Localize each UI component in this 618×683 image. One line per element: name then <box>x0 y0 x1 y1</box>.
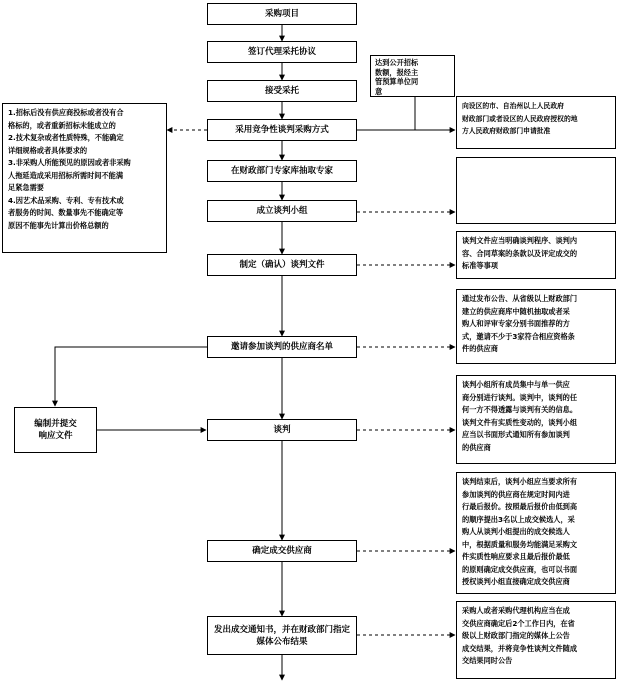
note-line: 式，邀请不少于3家符合相应资格条 <box>462 331 575 341</box>
note-line: 的原则确定成交供应商，也可以书面 <box>462 564 578 574</box>
note-line: 2.技术复杂或者性质特殊，不能确定 <box>8 133 124 142</box>
note-line: 谈判结束后，谈判小组应当要求所有 <box>462 477 578 486</box>
note-line: 谈判文件应当明确谈判程序、谈判内 <box>462 236 578 245</box>
doc-contents-note <box>456 231 616 279</box>
note-line: 数额，报经主 <box>375 67 419 77</box>
negotiation-note <box>456 375 616 464</box>
note-line: 响应文件 <box>38 431 73 441</box>
note-line: 采购人或者采购代理机构应当在成 <box>462 606 570 615</box>
note-line: 财政部门或者设区的人民政府授权的地 <box>462 114 578 123</box>
response-loop-line <box>55 347 207 406</box>
note-line: 详细规格或者具体要求的 <box>8 145 88 155</box>
supplier-selection-note <box>456 289 616 364</box>
step-accept-entrustment: 接受采托 <box>207 80 357 102</box>
note-line: 的顺序提出3名以上成交候选人，采 <box>462 514 575 524</box>
conditions-note <box>2 103 167 253</box>
award-note <box>456 472 616 594</box>
step-sign-agency-agreement: 签订代理采托协议 <box>207 41 357 63</box>
note-line: 授权谈判小组直接确定成交供应商 <box>462 577 570 586</box>
step-publish-result: 发出成交通知书，并在财政部门指定媒体公布结果 <box>207 616 357 655</box>
announcement-note <box>456 601 616 679</box>
note-line: 管预算单位同 <box>375 77 419 86</box>
note-line: 谈判文件有实质性变动的，谈判小组 <box>462 417 578 427</box>
note-line: 行最后报价。按照最后报价由低到高 <box>462 502 578 511</box>
note-line: 者服务的时间、数量事先不能确定等 <box>8 208 124 217</box>
note-line: 交结果同时公告 <box>462 656 513 665</box>
note-line: 谈判小组所有成员集中与单一供应 <box>462 380 570 389</box>
note-line: 参加谈判的供应商在规定时间内进 <box>462 489 570 499</box>
note-line: 应当以书面形式通知所有参加谈判 <box>462 430 570 439</box>
approval-note <box>456 96 616 149</box>
note-line: 1.招标后没有供应商投标或者没有合 <box>8 108 124 117</box>
note-line: 意 <box>375 86 383 96</box>
note-line: 向设区的市、自治州以上人民政府 <box>462 102 564 110</box>
note-line: 足紧急需要 <box>8 183 44 192</box>
step-invite-suppliers: 邀请参加谈判的供应商名单 <box>207 336 357 358</box>
bidder-response-files <box>14 407 97 453</box>
note-line: 容、合同草案的条款以及评定成交的 <box>462 248 578 258</box>
note-line: 的供应商 <box>462 442 491 452</box>
note-line: 建立的供应商库中随机抽取或者采 <box>462 306 570 316</box>
note-line: 4.因艺术品采购、专利、专有技术或 <box>8 195 124 205</box>
step-negotiation: 谈判 <box>207 419 357 441</box>
note-line: 交供应商确定后2个工作日内，在省 <box>462 618 575 628</box>
note-line: 方人民政府财政部门申请批准 <box>462 127 551 135</box>
note-line: 中，根据质量和服务均能满足采购文 <box>462 539 578 549</box>
step-competitive-negotiation: 采用竞争性谈判采购方式 <box>207 119 357 141</box>
note-line: 件的供应商 <box>462 344 498 353</box>
note-line: 达到公开招标 <box>375 58 419 67</box>
threshold-note <box>370 55 455 97</box>
note-line: 编制并提交 <box>34 419 77 429</box>
step-procurement-project: 采购项目 <box>207 3 357 25</box>
note-line: 原因不能事先计算出价格总额的 <box>8 220 109 230</box>
step-prepare-documents: 制定（确认）谈判文件 <box>207 254 357 276</box>
note-line: 通过发布公告、从省级以上财政部门 <box>462 294 578 303</box>
step-draw-experts: 在财政部门专家库抽取专家 <box>207 160 357 182</box>
note-line: 购人从谈判小组提出的成交候选人 <box>462 527 570 536</box>
note-line: 人拖延造成采用招标所需时间不能满 <box>8 170 124 180</box>
note-line: 成交结果，并将竞争性谈判文件随成 <box>462 643 578 653</box>
step-determine-supplier: 确定成交供应商 <box>207 540 357 562</box>
step-form-panel: 成立谈判小组 <box>207 200 357 222</box>
note-line: 级以上财政部门指定的媒体上公告 <box>462 631 570 640</box>
note-line: 格标的，或者重新招标未能成立的 <box>8 120 116 130</box>
note-line: 购人和评审专家分别书面推荐的方 <box>462 319 570 328</box>
note-line: 何一方不得透露与谈判有关的信息。 <box>462 405 578 414</box>
note-line: 3.非采购人所能预见的原因或者非采购 <box>8 158 131 167</box>
note-line: 商分别进行谈判。谈判中，谈判的任 <box>462 392 578 402</box>
experts-note <box>456 157 616 224</box>
note-line: 件实质性响应要求且最后报价最低 <box>462 552 570 561</box>
note-line: 标准等事项 <box>462 261 498 270</box>
